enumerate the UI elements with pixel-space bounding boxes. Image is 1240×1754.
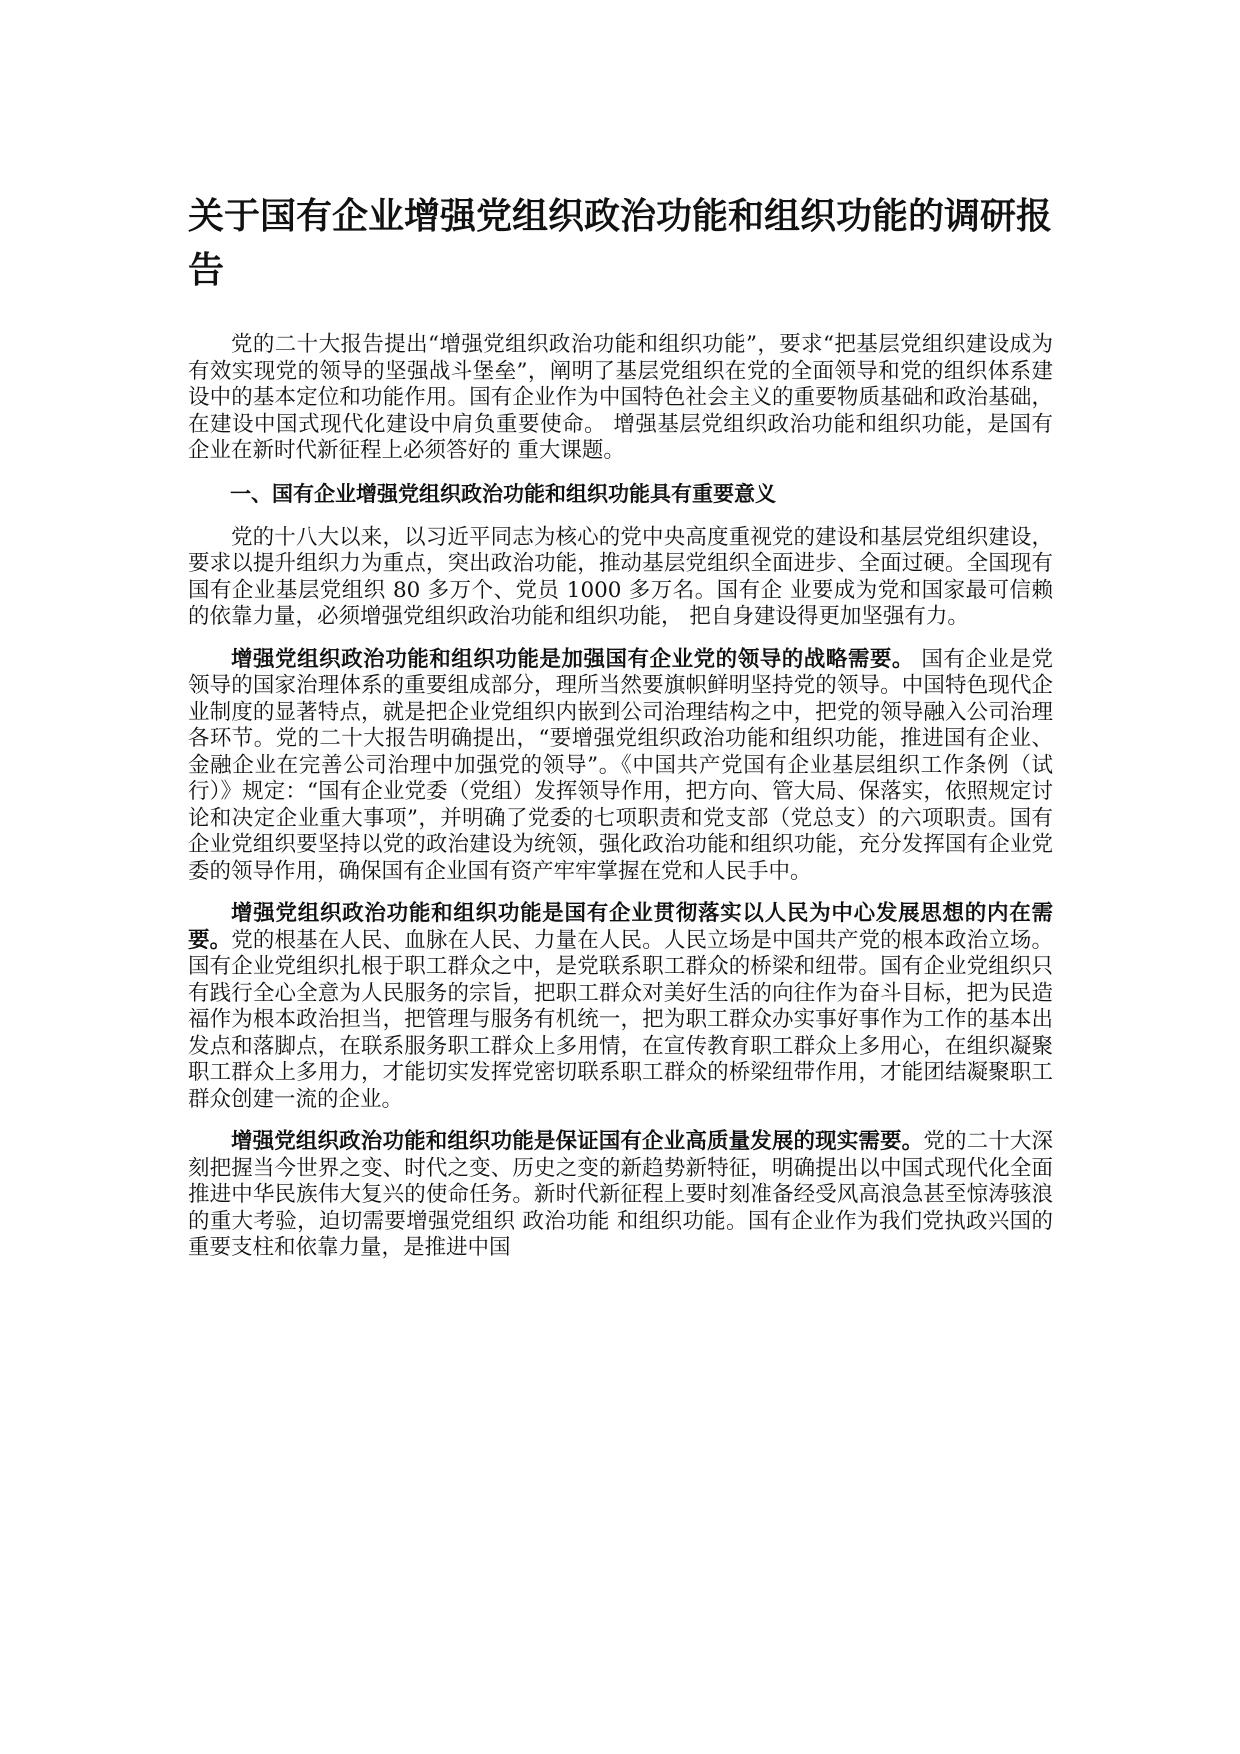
point-lead-2: 增强党组织政治功能和组织功能是国有企业贯彻落实以人民为中心发展思想的内在需要。: [188, 901, 1053, 953]
point-body-1: 国有企业是党领导的国家治理体系的重要组成部分，理所当然要旗帜鲜明坚持党的领导。中国特色现代企业制度的显著特点，就是把企业党组织内嵌到公司治理结构之中，把党的领导融入公司治理各环节。党的二十大报告明确提出，“要增强党组织政治功能和组织功能，推进国有企业、金融企业在完善公司治理中加强党的领导”。《中国共产党国有企业基层组织工作条例（试行）》规定：“国有企业党委（党组）发挥领导作用，把方向、管大局、保落实，依照规定讨论和决定企业重大事项”，并明确了党委的七项职责和党支部（党总支）的六项职责。国有企业党组织要坚持以党的政治建设为统领，强化政治功能和组织功能，充分发挥国有企业党委的领导作用，确保国有企业国有资产牢牢掌握在党和人民手中。: [188, 646, 1053, 884]
point-paragraph-2: [188, 901, 1053, 1113]
point-lead-3: 增强党组织政治功能和组织功能是保证国有企业高质量发展的现实需要。: [231, 1129, 924, 1154]
point-lead-1: 增强党组织政治功能和组织功能是加强国有企业党的领导的战略需要。: [231, 646, 914, 672]
section-heading: 一、国有企业增强党组织政治功能和组织功能具有重要意义: [230, 481, 776, 506]
point-paragraph-1: [188, 647, 1053, 886]
point-body-2: 党的根基在人民、血脉在人民、力量在人民。人民立场是中国共产党的根本政治立场。国有企业党组织扎根于职工群众之中，是党联系职工群众的桥梁和纽带。国有企业党组织只有践行全心全意为人民服务的宗旨，把职工群众对美好生活的向往作为奋斗目标，把为民造福作为根本政治担当，把管理与服务有机统一，把为职工群众办实事好事作为工作的基本出发点和落脚点，在联系服务职工群众上多用情，在宣传教育职工群众上多用心，在组织凝聚职工群众上多用力，才能切实发挥党密切联系职工群众的桥梁纽带作用，才能团结凝聚职工群众创建一流的企业。: [188, 927, 1053, 1112]
intro-paragraph: 党的二十大报告提出“增强党组织政治功能和组织功能”，要求“把基层党组织建设成为有效实现党的领导的坚强战斗堡垒”，阐明了基层党组织在党的全面领导和党的组织体系建设中的基本定位和功能作用。国有企业作为中国特色社会主义的重要物质基础和政治基础，在建设中国式现代化建设中肩负重要使命。 增强基层党组织政治功能和组织功能，是国有企业在新时代新征程上必须答好的 重大课题。: [188, 332, 1053, 463]
section-paragraph: 党的十八大以来，以习近平同志为核心的党中央高度重视党的建设和基层党组织建设，要求以提升组织力为重点，突出政治功能，推动基层党组织全面进步、全面过硬。全国现有国有企业基层党组织 80 多万个、党员 1000 多万名。国有企 业要成为党和国家最可信赖的依靠力量，必须增强党组织政治功能和组织功能， 把自身建设得更加坚强有力。: [188, 524, 1053, 629]
document-page: [188, 190, 1053, 1278]
point-paragraph-3: [188, 1129, 1053, 1262]
point-body-3: 党的二十大深刻把握当今世界之变、时代之变、历史之变的新趋势新特征，明确提出以中国式现代化全面推进中华民族伟大复兴的使命任务。新时代新征程上要时刻准备经受风高浪急甚至惊涛骇浪的重大考验，迫切需要增强党组织 政治功能 和组织功能。国有企业作为我们党执政兴国的重要支柱和依靠力量，是推进中国: [188, 1129, 1053, 1260]
document-title: 关于国有企业增强党组织政治功能和组织功能的调研报告: [188, 196, 1053, 291]
